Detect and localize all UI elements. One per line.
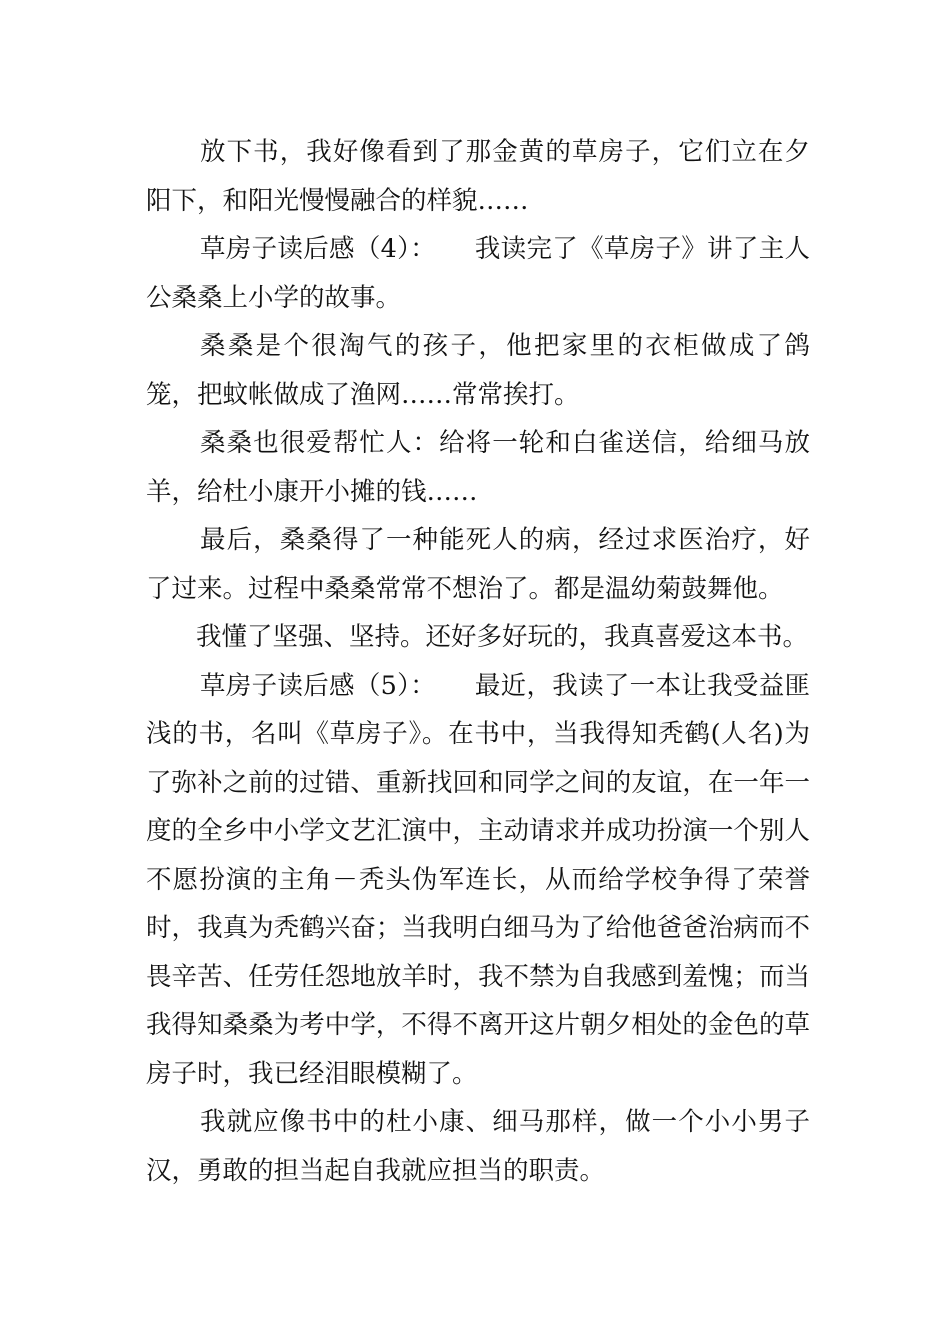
paragraph-3: 桑桑是个很淘气的孩子，他把家里的衣柜做成了鸽笼，把蚊帐做成了渔网……常常挨打。 bbox=[146, 331, 810, 410]
paragraph-1: 放下书，我好像看到了那金黄的草房子，它们立在夕阳下，和阳光慢慢融合的样貌…… bbox=[146, 137, 810, 216]
paragraph-5: 最后，桑桑得了一种能死人的病，经过求医治疗，好了过来。过程中桑桑常常不想治了。都是温幼菊鼓舞他。 bbox=[146, 525, 810, 604]
paragraph-7: 草房子读后感（5）： 最近，我读了一本让我受益匪浅的书，名叫《草房子》。在书中，当我得知秃鹤(人名)为了弥补之前的过错、重新找回和同学之间的友谊，在一年一度的全乡中小学文艺汇演中，主动请求并成功扮演一个别人不愿扮演的主角－秃头伪军连长，从而给学校争得了荣誉时，我真为秃鹤兴奋；当我明白细马为了给他爸爸治病而不畏辛苦、任劳任怨地放羊时，我不禁为自我感到羞愧；而当我得知桑桑为考中学，不得不离开这片朝夕相处的金色的草房子时，我已经泪眼模糊了。 bbox=[146, 670, 810, 1089]
document-body bbox=[146, 128, 810, 1195]
paragraph-6: 我懂了坚强、坚持。还好多好玩的，我真喜爱这本书。 bbox=[196, 622, 809, 652]
paragraph-8: 我就应像书中的杜小康、细马那样，做一个小小男子汉，勇敢的担当起自我就应担当的职责。 bbox=[146, 1107, 810, 1186]
paragraph-2: 草房子读后感（4）： 我读完了《草房子》讲了主人公桑桑上小学的故事。 bbox=[146, 234, 810, 313]
paragraph-4: 桑桑也很爱帮忙人：给将一轮和白雀送信，给细马放羊，给杜小康开小摊的钱…… bbox=[146, 428, 810, 507]
